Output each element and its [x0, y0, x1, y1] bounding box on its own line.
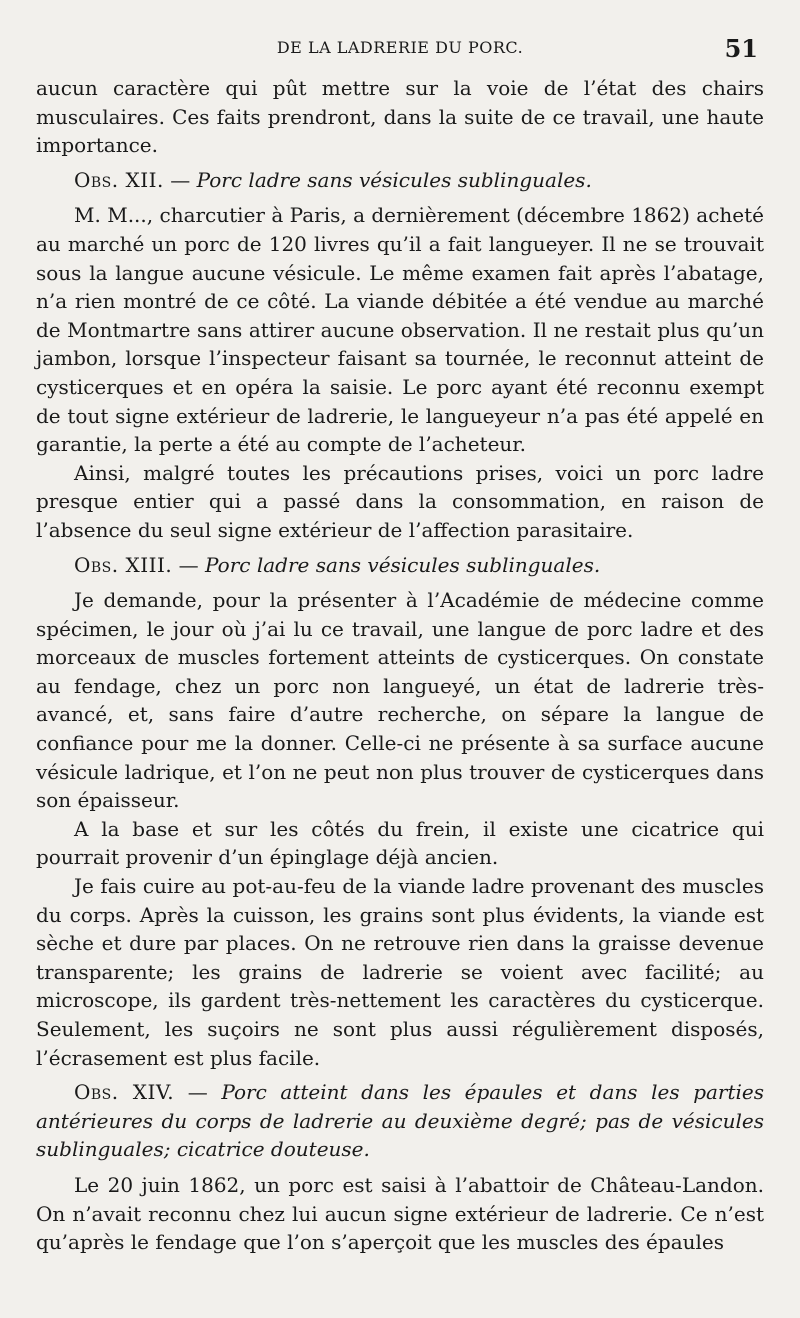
- paragraph: Le 20 juin 1862, un porc est saisi à l’abattoir de Château-Landon. On n’avait reconnu chez lui aucun signe extérieur de ladrerie. Ce n’est qu’après le fendage que l’on s’aperçoit que les muscles des épaules: [36, 1172, 764, 1255]
- page-body: [36, 74, 764, 1257]
- observation-title: Porc ladre sans vésicules sublinguales.: [205, 552, 601, 577]
- observation-heading: [36, 551, 764, 580]
- page-header: [36, 34, 764, 64]
- observation-heading: [36, 1078, 764, 1164]
- paragraph: Je demande, pour la présenter à l’Académie de médecine comme spécimen, le jour où j’ai lu ce travail, une langue de porc ladre et des morceaux de muscles fortement atteints de cysticerques. On constate au fendage, chez un porc non langueyé, un état de ladrerie très-avancé, et, sans faire d’autre recherche, on sépare la langue de confiance pour me la donner. Celle-ci ne présente à sa surface aucune vésicule ladrique, et l’on ne peut non plus trouver de cysticerques dans son épaisseur.: [36, 588, 764, 813]
- observation-title: Porc atteint dans les épaules et dans les parties antérieures du corps de ladrerie au deuxième degré; pas de vésicules sublinguales; cicatrice douteuse.: [36, 1080, 765, 1162]
- observation-dash: —: [174, 1080, 222, 1105]
- observation-title: Porc ladre sans vésicules sublinguales.: [196, 167, 592, 192]
- paragraph: M. M..., charcutier à Paris, a dernièrement (décembre 1862) acheté au marché un porc de 120 livres qu’il a fait langueyer. Il ne se trouvait sous la langue aucune vésicule. Le même examen fait après l’abatage, n’a rien montré de ce côté. La viande débitée a été vendue au marché de Montmartre sans attirer aucune observation. Il ne restait plus qu’un jambon, lorsque l’inspecteur faisant sa tournée, le reconnut atteint de cysticerques et en opéra la saisie. Le porc ayant été reconnu exempt de tout signe extérieur de ladrerie, le langueyeur n’a pas été appelé en garantie, la perte a été au compte de l’acheteur.: [36, 203, 764, 457]
- paragraph: Ainsi, malgré toutes les précautions prises, voici un porc ladre presque entier qui a passé dans la consommation, en raison de l’absence du seul signe extérieur de l’affection parasitaire.: [36, 460, 764, 542]
- paragraph: A la base et sur les côtés du frein, il existe une cicatrice qui pourrait provenir d’un épinglage déjà ancien.: [36, 816, 764, 870]
- observation-label: Obs. XII.: [74, 167, 164, 192]
- observation-dash: —: [172, 552, 206, 577]
- page-number: 51: [724, 34, 758, 63]
- paragraph: aucun caractère qui pût mettre sur la voie de l’état des chairs musculaires. Ces faits prendront, dans la suite de ce travail, une haute importance.: [36, 76, 764, 158]
- observation-label: Obs. XIV.: [74, 1080, 175, 1105]
- observation-dash: —: [163, 167, 197, 192]
- paragraph: Je fais cuire au pot-au-feu de la viande ladre provenant des muscles du corps. Après la cuisson, les grains sont plus évidents, la viande est sèche et dure par places. On ne retrouve rien dans la graisse devenue transparente; les grains de ladrerie se voient avec facilité; au microscope, ils gardent très-nettement les caractères du cysticerque. Seulement, les suçoirs ne sont plus aussi régulièrement disposés, l’écrasement est plus facile.: [36, 874, 764, 1070]
- observation-label: Obs. XIII.: [74, 552, 173, 577]
- observation-heading: [36, 166, 764, 195]
- running-head: DE LA LADRERIE DU PORC.: [276, 38, 524, 57]
